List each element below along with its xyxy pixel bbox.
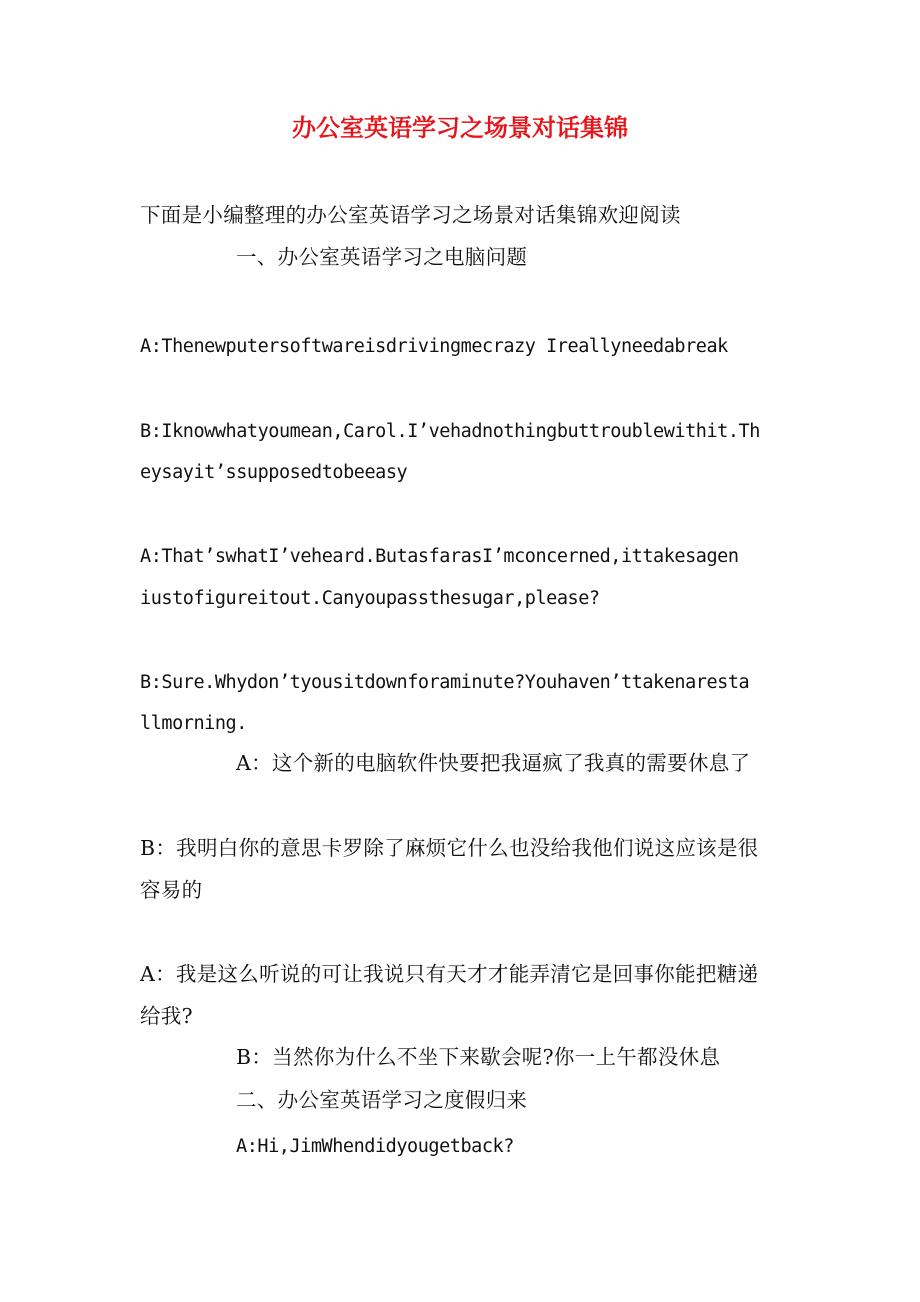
intro-paragraph: 下面是小编整理的办公室英语学习之场景对话集锦欢迎阅读 [140,203,681,227]
dialog-line-b1-en-cont: eysayit’ssupposedtobeeasy [140,462,408,483]
dialog-line-a2-cn-cont: 给我? [140,1004,193,1028]
dialog-line-b1-cn-cont: 容易的 [140,878,203,902]
dialog-line-b2-en-cont: llmorning. [140,713,247,734]
dialog2-line-a1-en: A:Hi,JimWhendidyougetback? [236,1136,514,1157]
dialog-line-a2-cn: A：我是这么听说的可让我说只有天才才能弄清它是回事你能把糖递 [140,962,759,986]
document-title: 办公室英语学习之场景对话集锦 [292,113,628,142]
dialog-line-a1-en: A:Thenewputersoftwareisdrivingmecrazy Ireallyneedabreak [140,336,728,357]
dialog-line-a2-en-cont: iustofigureitout.Canyoupassthesugar,please? [140,588,600,609]
dialog-line-b1-cn: B：我明白你的意思卡罗除了麻烦它什么也没给我他们说这应该是很 [140,836,759,860]
dialog-line-b2-en: B:Sure.Whydon’tyousitdownforaminute?Youhaven’ttakenaresta [140,672,750,693]
dialog-line-a2-en: A:That’swhatI’veheard.ButasfarasI’mconcerned,ittakesagen [140,546,739,567]
section-heading-back-from-vacation: 二、办公室英语学习之度假归来 [236,1088,528,1112]
dialog-line-b2-cn: B：当然你为什么不坐下来歇会呢?你一上午都没休息 [236,1045,721,1069]
dialog-line-a1-cn: A：这个新的电脑软件快要把我逼疯了我真的需要休息了 [236,751,751,775]
dialog-line-b1-en: B:Iknowwhatyoumean,Carol.I’vehadnothingbuttroublewithit.Th [140,421,760,442]
section-heading-computer-problems: 一、办公室英语学习之电脑问题 [236,245,528,269]
